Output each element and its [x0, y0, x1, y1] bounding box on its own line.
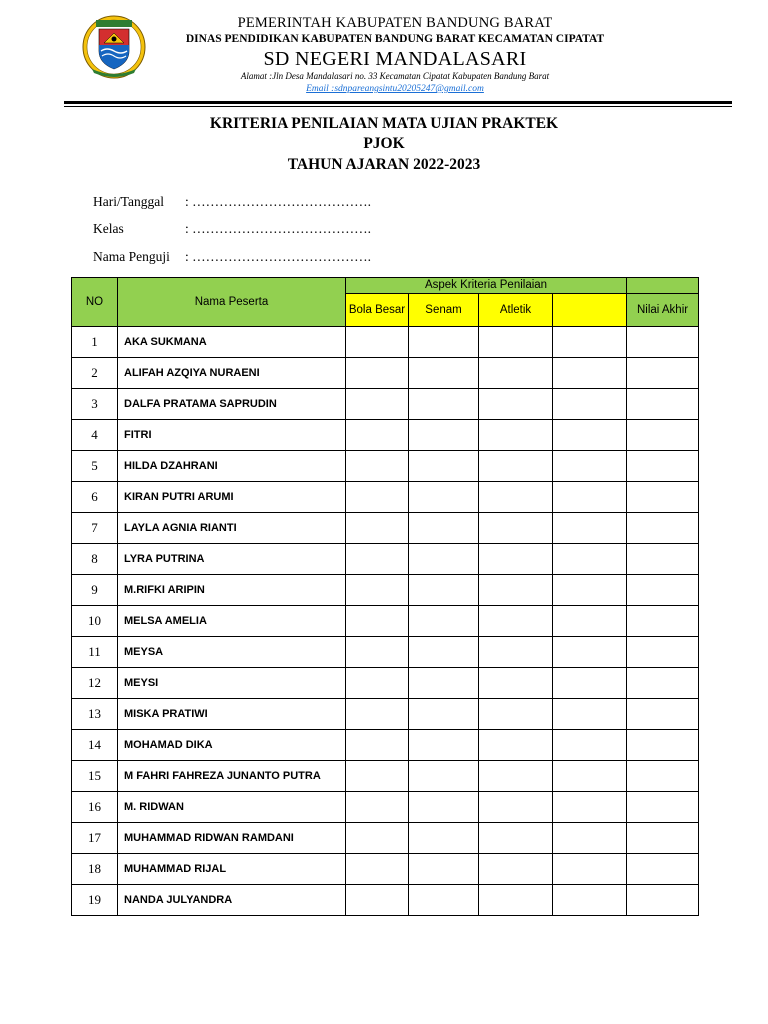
score-final-cell[interactable] [627, 637, 699, 668]
score-bola-besar-cell[interactable] [346, 885, 409, 916]
score-atletik-cell[interactable] [479, 730, 553, 761]
score-bola-besar-cell[interactable] [346, 575, 409, 606]
score-extra-cell[interactable] [553, 761, 627, 792]
student-name: LYRA PUTRINA [118, 544, 346, 575]
score-final-cell[interactable] [627, 482, 699, 513]
score-atletik-cell[interactable] [479, 823, 553, 854]
score-final-cell[interactable] [627, 606, 699, 637]
score-bola-besar-cell[interactable] [346, 854, 409, 885]
score-extra-cell[interactable] [553, 420, 627, 451]
score-atletik-cell[interactable] [479, 637, 553, 668]
assessment-table [71, 277, 699, 916]
score-bola-besar-cell[interactable] [346, 544, 409, 575]
col-header-criteria-group: Aspek Kriteria Penilaian [346, 278, 627, 294]
row-number: 13 [72, 699, 118, 730]
row-number: 12 [72, 668, 118, 699]
regency-logo [82, 15, 146, 79]
row-number: 3 [72, 389, 118, 420]
field-class-value: : …………………………………. [185, 221, 372, 236]
score-extra-cell[interactable] [553, 637, 627, 668]
score-bola-besar-cell[interactable] [346, 513, 409, 544]
score-senam-cell[interactable] [409, 668, 479, 699]
score-extra-cell[interactable] [553, 389, 627, 420]
row-number: 6 [72, 482, 118, 513]
score-extra-cell[interactable] [553, 730, 627, 761]
score-bola-besar-cell[interactable] [346, 823, 409, 854]
row-number: 5 [72, 451, 118, 482]
row-number: 9 [72, 575, 118, 606]
score-final-cell[interactable] [627, 544, 699, 575]
score-atletik-cell[interactable] [479, 792, 553, 823]
score-senam-cell[interactable] [409, 761, 479, 792]
col-header-blank [627, 278, 699, 294]
student-name: ALIFAH AZQIYA NURAENI [118, 358, 346, 389]
score-atletik-cell[interactable] [479, 668, 553, 699]
score-senam-cell[interactable] [409, 637, 479, 668]
field-class-label: Kelas [93, 221, 124, 236]
student-name: NANDA JULYANDRA [118, 885, 346, 916]
score-bola-besar-cell[interactable] [346, 389, 409, 420]
table-row [72, 730, 699, 761]
table-row [72, 451, 699, 482]
score-senam-cell[interactable] [409, 420, 479, 451]
score-final-cell[interactable] [627, 730, 699, 761]
student-name: HILDA DZAHRANI [118, 451, 346, 482]
score-bola-besar-cell[interactable] [346, 792, 409, 823]
document-title: KRITERIA PENILAIAN MATA UJIAN PRAKTEK [209, 115, 559, 132]
score-senam-cell[interactable] [409, 358, 479, 389]
score-final-cell[interactable] [627, 575, 699, 606]
field-date-label: Hari/Tanggal [93, 194, 165, 209]
field-date-value: : …………………………………. [185, 194, 372, 209]
row-number: 4 [72, 420, 118, 451]
score-senam-cell[interactable] [409, 389, 479, 420]
score-final-cell[interactable] [627, 327, 699, 358]
score-final-cell[interactable] [627, 699, 699, 730]
document-subject: PJOK [363, 135, 405, 152]
score-atletik-cell[interactable] [479, 513, 553, 544]
score-senam-cell[interactable] [409, 699, 479, 730]
score-atletik-cell[interactable] [479, 327, 553, 358]
row-number: 11 [72, 637, 118, 668]
score-extra-cell[interactable] [553, 327, 627, 358]
score-atletik-cell[interactable] [479, 358, 553, 389]
score-atletik-cell[interactable] [479, 389, 553, 420]
row-number: 14 [72, 730, 118, 761]
table-row [72, 761, 699, 792]
score-bola-besar-cell[interactable] [346, 606, 409, 637]
score-bola-besar-cell[interactable] [346, 327, 409, 358]
table-row [72, 513, 699, 544]
row-number: 17 [72, 823, 118, 854]
score-senam-cell[interactable] [409, 482, 479, 513]
score-extra-cell[interactable] [553, 575, 627, 606]
score-bola-besar-cell[interactable] [346, 699, 409, 730]
student-name: MEYSA [118, 637, 346, 668]
table-row [72, 482, 699, 513]
field-examiner-value: : …………………………………. [185, 249, 372, 264]
score-senam-cell[interactable] [409, 451, 479, 482]
field-class [93, 221, 371, 237]
table-row [72, 420, 699, 451]
score-senam-cell[interactable] [409, 544, 479, 575]
col-header-final-score: Nilai Akhir [627, 294, 699, 327]
score-bola-besar-cell[interactable] [346, 482, 409, 513]
row-number: 15 [72, 761, 118, 792]
col-header-extra [553, 294, 627, 327]
row-number: 1 [72, 327, 118, 358]
score-final-cell[interactable] [627, 823, 699, 854]
table-row [72, 358, 699, 389]
score-extra-cell[interactable] [553, 358, 627, 389]
table-row [72, 637, 699, 668]
student-name: FITRI [118, 420, 346, 451]
table-row [72, 854, 699, 885]
col-header-name: Nama Peserta [118, 278, 346, 327]
header-government: PEMERINTAH KABUPATEN BANDUNG BARAT [237, 15, 553, 31]
table-row [72, 885, 699, 916]
score-extra-cell[interactable] [553, 606, 627, 637]
score-senam-cell[interactable] [409, 730, 479, 761]
score-final-cell[interactable] [627, 358, 699, 389]
score-bola-besar-cell[interactable] [346, 451, 409, 482]
score-senam-cell[interactable] [409, 575, 479, 606]
score-final-cell[interactable] [627, 761, 699, 792]
score-atletik-cell[interactable] [479, 544, 553, 575]
score-senam-cell[interactable] [409, 606, 479, 637]
score-extra-cell[interactable] [553, 451, 627, 482]
header-school-name: SD NEGERI MANDALASARI [263, 48, 527, 70]
student-name: MOHAMAD DIKA [118, 730, 346, 761]
score-bola-besar-cell[interactable] [346, 358, 409, 389]
row-number: 18 [72, 854, 118, 885]
header-department: DINAS PENDIDIKAN KABUPATEN BANDUNG BARAT KECAMATAN CIPATAT [185, 33, 605, 45]
row-number: 7 [72, 513, 118, 544]
table-row [72, 668, 699, 699]
table-row [72, 606, 699, 637]
header-address: Alamat :Jln Desa Mandalasari no. 33 Kecamatan Cipatat Kabupaten Bandung Barat [240, 71, 550, 81]
row-number: 19 [72, 885, 118, 916]
student-name: DALFA PRATAMA SAPRUDIN [118, 389, 346, 420]
table-row [72, 389, 699, 420]
score-final-cell[interactable] [627, 513, 699, 544]
field-examiner-label: Nama Penguji [93, 249, 170, 264]
score-senam-cell[interactable] [409, 823, 479, 854]
score-senam-cell[interactable] [409, 885, 479, 916]
score-extra-cell[interactable] [553, 854, 627, 885]
score-atletik-cell[interactable] [479, 606, 553, 637]
score-atletik-cell[interactable] [479, 761, 553, 792]
table-row [72, 327, 699, 358]
score-senam-cell[interactable] [409, 327, 479, 358]
row-number: 16 [72, 792, 118, 823]
field-date [93, 194, 371, 210]
student-name: MELSA AMELIA [118, 606, 346, 637]
score-bola-besar-cell[interactable] [346, 730, 409, 761]
table-row [72, 544, 699, 575]
col-header-senam: Senam [409, 294, 479, 327]
score-atletik-cell[interactable] [479, 854, 553, 885]
student-name: M.RIFKI ARIPIN [118, 575, 346, 606]
score-bola-besar-cell[interactable] [346, 420, 409, 451]
score-atletik-cell[interactable] [479, 451, 553, 482]
score-senam-cell[interactable] [409, 792, 479, 823]
col-header-no: NO [72, 278, 118, 327]
header-rule-thick [64, 101, 732, 104]
student-name: KIRAN PUTRI ARUMI [118, 482, 346, 513]
student-name: AKA SUKMANA [118, 327, 346, 358]
row-number: 10 [72, 606, 118, 637]
table-row [72, 823, 699, 854]
student-name: M. RIDWAN [118, 792, 346, 823]
score-final-cell[interactable] [627, 668, 699, 699]
col-header-bola-besar: Bola Besar [346, 294, 409, 327]
score-atletik-cell[interactable] [479, 885, 553, 916]
document-year: TAHUN AJARAN 2022-2023 [287, 156, 481, 173]
score-atletik-cell[interactable] [479, 699, 553, 730]
score-extra-cell[interactable] [553, 668, 627, 699]
student-name: M FAHRI FAHREZA JUNANTO PUTRA [118, 761, 346, 792]
score-atletik-cell[interactable] [479, 482, 553, 513]
score-bola-besar-cell[interactable] [346, 668, 409, 699]
score-final-cell[interactable] [627, 885, 699, 916]
student-name: MEYSI [118, 668, 346, 699]
row-number: 2 [72, 358, 118, 389]
row-number: 8 [72, 544, 118, 575]
table-row [72, 699, 699, 730]
header-rule-thin [64, 106, 732, 107]
score-extra-cell[interactable] [553, 699, 627, 730]
score-extra-cell[interactable] [553, 544, 627, 575]
score-bola-besar-cell[interactable] [346, 761, 409, 792]
table-row [72, 792, 699, 823]
score-atletik-cell[interactable] [479, 575, 553, 606]
score-extra-cell[interactable] [553, 885, 627, 916]
student-name: LAYLA AGNIA RIANTI [118, 513, 346, 544]
score-final-cell[interactable] [627, 451, 699, 482]
student-name: MUHAMMAD RIDWAN RAMDANI [118, 823, 346, 854]
score-extra-cell[interactable] [553, 823, 627, 854]
table-row [72, 575, 699, 606]
score-senam-cell[interactable] [409, 513, 479, 544]
student-name: MUHAMMAD RIJAL [118, 854, 346, 885]
score-senam-cell[interactable] [409, 854, 479, 885]
score-extra-cell[interactable] [553, 792, 627, 823]
score-extra-cell[interactable] [553, 482, 627, 513]
student-name: MISKA PRATIWI [118, 699, 346, 730]
score-final-cell[interactable] [627, 792, 699, 823]
col-header-atletik: Atletik [479, 294, 553, 327]
field-examiner [93, 249, 371, 265]
score-atletik-cell[interactable] [479, 420, 553, 451]
score-final-cell[interactable] [627, 854, 699, 885]
score-final-cell[interactable] [627, 420, 699, 451]
score-extra-cell[interactable] [553, 513, 627, 544]
header-email-link[interactable]: Email :sdnpareangsintu20205247@gmail.com [306, 84, 484, 94]
score-final-cell[interactable] [627, 389, 699, 420]
score-bola-besar-cell[interactable] [346, 637, 409, 668]
